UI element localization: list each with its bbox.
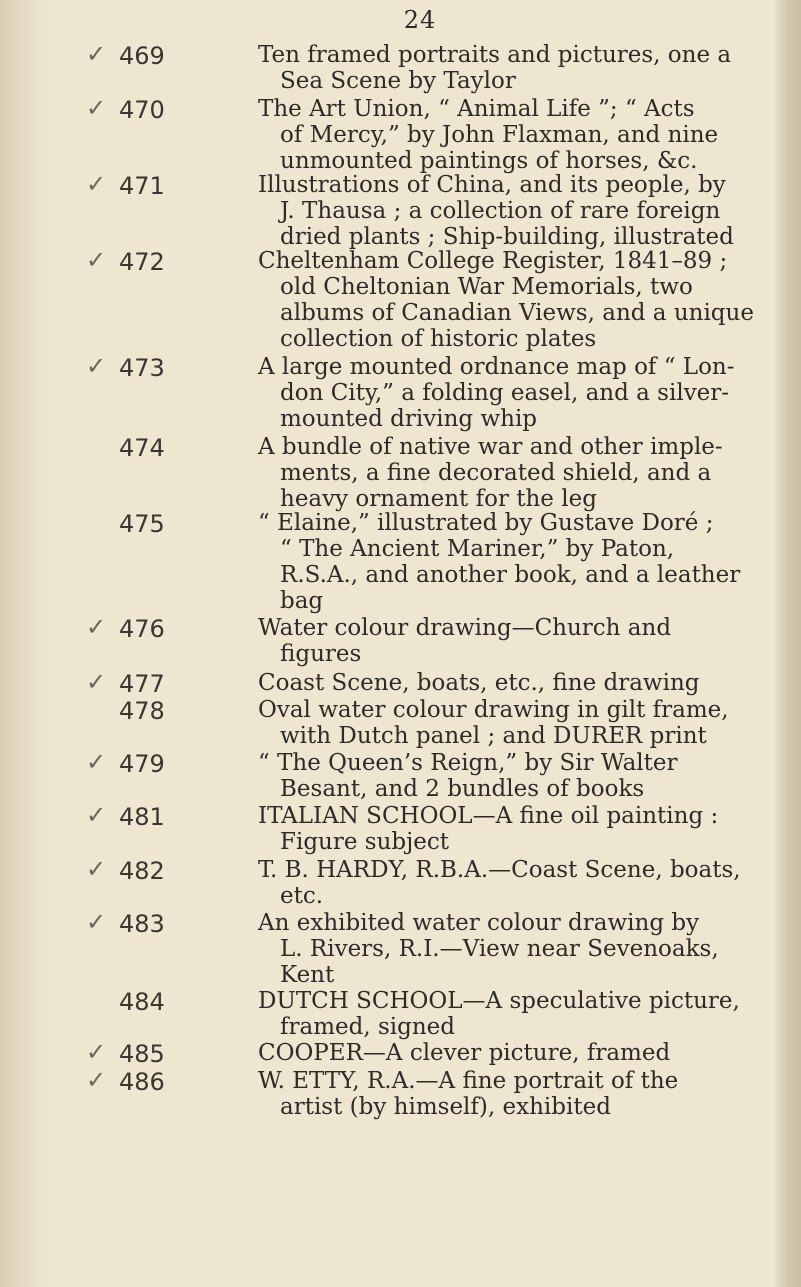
description-line: dried plants ; Ship-building, illustrated — [280, 224, 734, 250]
description-line: T. B. HARDY, R.B.A.—Coast Scene, boats, — [258, 857, 741, 883]
description-line: Oval water colour drawing in gilt frame, — [258, 697, 729, 723]
check-mark-icon: ✓ — [86, 908, 107, 936]
check-mark-icon: ✓ — [86, 801, 107, 829]
lot-description — [258, 510, 778, 614]
check-mark-icon: ✓ — [86, 352, 107, 380]
lot-description — [258, 248, 778, 352]
lot-description — [258, 42, 778, 94]
description-line: A bundle of native war and other imple- — [258, 434, 723, 460]
check-mark-icon: ✓ — [86, 170, 107, 198]
description-line: DUTCH SCHOOL—A speculative picture, — [258, 988, 740, 1014]
description-line: albums of Canadian Views, and a unique — [280, 300, 754, 326]
lot-number: 473 — [119, 354, 165, 382]
description-line: Sea Scene by Taylor — [280, 68, 516, 94]
description-line: “ The Ancient Mariner,” by Paton, — [280, 536, 675, 562]
lot-number: 470 — [119, 96, 165, 124]
lot-description — [258, 857, 778, 909]
lot-description — [258, 750, 778, 802]
lot-description — [258, 1040, 778, 1066]
description-line: bag — [280, 588, 324, 614]
lot-description — [258, 354, 778, 432]
page-number: 24 — [403, 6, 437, 34]
description-line: Water colour drawing—Church and — [258, 615, 672, 641]
description-line: Cheltenham College Register, 1841–89 ; — [258, 248, 728, 274]
description-line: An exhibited water colour drawing by — [258, 910, 700, 936]
lot-description — [258, 615, 778, 667]
lot-number: 471 — [119, 172, 165, 200]
description-line: R.S.A., and another book, and a leather — [280, 562, 741, 588]
lot-number: 478 — [119, 697, 165, 725]
description-line: unmounted paintings of horses, &c. — [280, 148, 698, 174]
description-line: ITALIAN SCHOOL—A fine oil painting : — [258, 803, 719, 829]
check-mark-icon: ✓ — [86, 1038, 107, 1066]
lot-description — [258, 670, 778, 696]
description-line: don City,” a folding easel, and a silver- — [280, 380, 730, 406]
check-mark-icon: ✓ — [86, 855, 107, 883]
description-line: heavy ornament for the leg — [280, 486, 597, 512]
lot-description — [258, 697, 778, 749]
description-line: A large mounted ordnance map of “ Lon- — [258, 354, 735, 380]
description-line: “ The Queen’s Reign,” by Sir Walter — [258, 750, 678, 776]
lot-number: 476 — [119, 615, 165, 643]
lot-number: 485 — [119, 1040, 165, 1068]
description-line: figures — [280, 641, 362, 667]
lot-number: 477 — [119, 670, 165, 698]
lot-number: 486 — [119, 1068, 165, 1096]
lot-number: 474 — [119, 434, 165, 462]
page-right-edge — [775, 0, 801, 1287]
description-line: of Mercy,” by John Flaxman, and nine — [280, 122, 719, 148]
description-line: with Dutch panel ; and DURER print — [280, 723, 707, 749]
page-left-edge — [0, 0, 46, 1287]
check-mark-icon: ✓ — [86, 613, 107, 641]
description-line: ments, a fine decorated shield, and a — [280, 460, 712, 486]
description-line: etc. — [280, 883, 324, 909]
description-line: W. ETTY, R.A.—A fine portrait of the — [258, 1068, 679, 1094]
lot-number: 484 — [119, 988, 165, 1016]
description-line: Ten framed portraits and pictures, one a — [258, 42, 732, 68]
lot-description — [258, 988, 778, 1040]
lot-description — [258, 96, 778, 174]
lot-number: 483 — [119, 910, 165, 938]
lot-description — [258, 803, 778, 855]
check-mark-icon: ✓ — [86, 40, 107, 68]
description-line: old Cheltonian War Memorials, two — [280, 274, 693, 300]
lot-description — [258, 910, 778, 988]
lot-description — [258, 1068, 778, 1120]
description-line: “ Elaine,” illustrated by Gustave Doré ; — [258, 510, 714, 536]
lot-number: 469 — [119, 42, 165, 70]
description-line: collection of historic plates — [280, 326, 597, 352]
description-line: mounted driving whip — [280, 406, 538, 432]
description-line: Coast Scene, boats, etc., fine drawing — [258, 670, 700, 696]
description-line: artist (by himself), exhibited — [280, 1094, 611, 1120]
lot-description — [258, 172, 778, 250]
lot-description — [258, 434, 778, 512]
description-line: Figure subject — [280, 829, 449, 855]
check-mark-icon: ✓ — [86, 246, 107, 274]
description-line: J. Thausa ; a collection of rare foreign — [280, 198, 721, 224]
description-line: Kent — [280, 962, 335, 988]
check-mark-icon: ✓ — [86, 1066, 107, 1094]
lot-number: 481 — [119, 803, 165, 831]
description-line: framed, signed — [280, 1014, 456, 1040]
check-mark-icon: ✓ — [86, 748, 107, 776]
description-line: COOPER—A clever picture, framed — [258, 1040, 671, 1066]
description-line: L. Rivers, R.I.—View near Sevenoaks, — [280, 936, 719, 962]
lot-number: 482 — [119, 857, 165, 885]
lot-number: 475 — [119, 510, 165, 538]
description-line: The Art Union, “ Animal Life ”; “ Acts — [258, 96, 695, 122]
description-line: Besant, and 2 bundles of books — [280, 776, 645, 802]
check-mark-icon: ✓ — [86, 94, 107, 122]
description-line: Illustrations of China, and its people, by — [258, 172, 726, 198]
lot-number: 472 — [119, 248, 165, 276]
check-mark-icon: ✓ — [86, 668, 107, 696]
lot-number: 479 — [119, 750, 165, 778]
